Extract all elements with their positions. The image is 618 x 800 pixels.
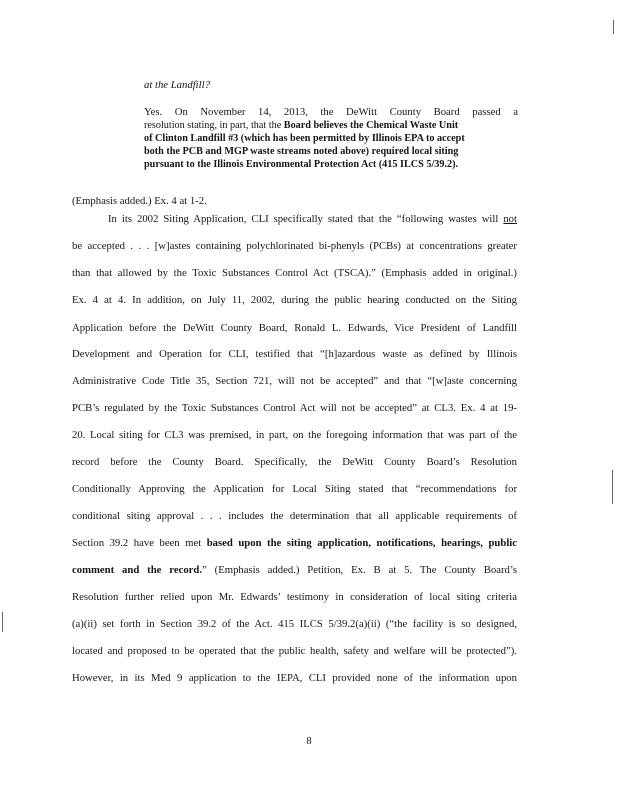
body-line: located and proposed to be operated that the public health, safety and welfare will be protected”). bbox=[72, 645, 517, 657]
scan-mark bbox=[613, 20, 614, 34]
body-line: PCB’s regulated by the Toxic Substances Control Act will not be accepted” at CL3. Ex. 4 at 19- bbox=[72, 402, 517, 414]
body-line: Development and Operation for CLI, testified that “[h]azardous waste as defined by Illinois bbox=[72, 348, 517, 360]
body-line: Resolution further relied upon Mr. Edwards’ testimony in consideration of local siting criteria bbox=[72, 591, 517, 603]
quote-line: resolution stating, in part, that the Board believes the Chemical Waste Unit bbox=[144, 120, 459, 131]
body-line: However, in its Med 9 application to the IEPA, CLI provided none of the information upon bbox=[72, 672, 517, 684]
scan-mark bbox=[612, 470, 613, 504]
quote-line: of Clinton Landfill #3 (which has been permitted by Illinois EPA to accept bbox=[144, 133, 465, 144]
body-line: Application before the DeWitt County Board, Ronald L. Edwards, Vice President of Landfill bbox=[72, 322, 517, 334]
block-quote bbox=[144, 106, 518, 171]
body-line: record before the County Board. Specifically, the DeWitt County Board’s Resolution bbox=[72, 456, 517, 468]
page-number: 8 bbox=[306, 735, 312, 747]
quote-line: Yes. On November 14, 2013, the DeWitt County Board passed a bbox=[144, 106, 518, 118]
quote-line: pursuant to the Illinois Environmental Protection Act (415 ILCS 5/39.2). bbox=[144, 159, 459, 170]
body-line: (a)(ii) set forth in Section 39.2 of the Act. 415 ILCS 5/39.2(a)(ii) (“the facility is so designed, bbox=[72, 618, 517, 630]
scan-mark bbox=[2, 612, 3, 632]
body-line: Conditionally Approving the Application for Local Siting stated that “recommendations for bbox=[72, 483, 517, 495]
body-line: conditional siting approval . . . includes the determination that all applicable requirements of bbox=[72, 510, 517, 522]
body-line: than that allowed by the Toxic Substances Control Act (TSCA).” (Emphasis added in original.) bbox=[72, 267, 517, 279]
body-line: comment and the record.” (Emphasis added.) Petition, Ex. B at 5. The County Board’s bbox=[72, 564, 517, 576]
body-line: Ex. 4 at 4. In addition, on July 11, 2002, during the public hearing conducted on the Siting bbox=[72, 294, 517, 306]
body-line: be accepted . . . [w]astes containing polychlorinated bi-phenyls (PCBs) at concentrations greater bbox=[72, 240, 517, 252]
body-line: In its 2002 Siting Application, CLI specifically stated that the “following wastes will not bbox=[108, 213, 517, 225]
emphasis-note: (Emphasis added.) Ex. 4 at 1-2. bbox=[72, 195, 207, 207]
quote-intro: at the Landfill? bbox=[144, 79, 210, 91]
body-line: Administrative Code Title 35, Section 721, will not be accepted” and that “[w]aste concerning bbox=[72, 375, 517, 387]
body-line: 20. Local siting for CL3 was premised, in part, on the foregoing information that was part of the bbox=[72, 429, 517, 441]
body-line: Section 39.2 have been met based upon the siting application, notifications, hearings, public bbox=[72, 537, 517, 549]
quote-line: both the PCB and MGP waste streams noted above) required local siting bbox=[144, 146, 459, 157]
